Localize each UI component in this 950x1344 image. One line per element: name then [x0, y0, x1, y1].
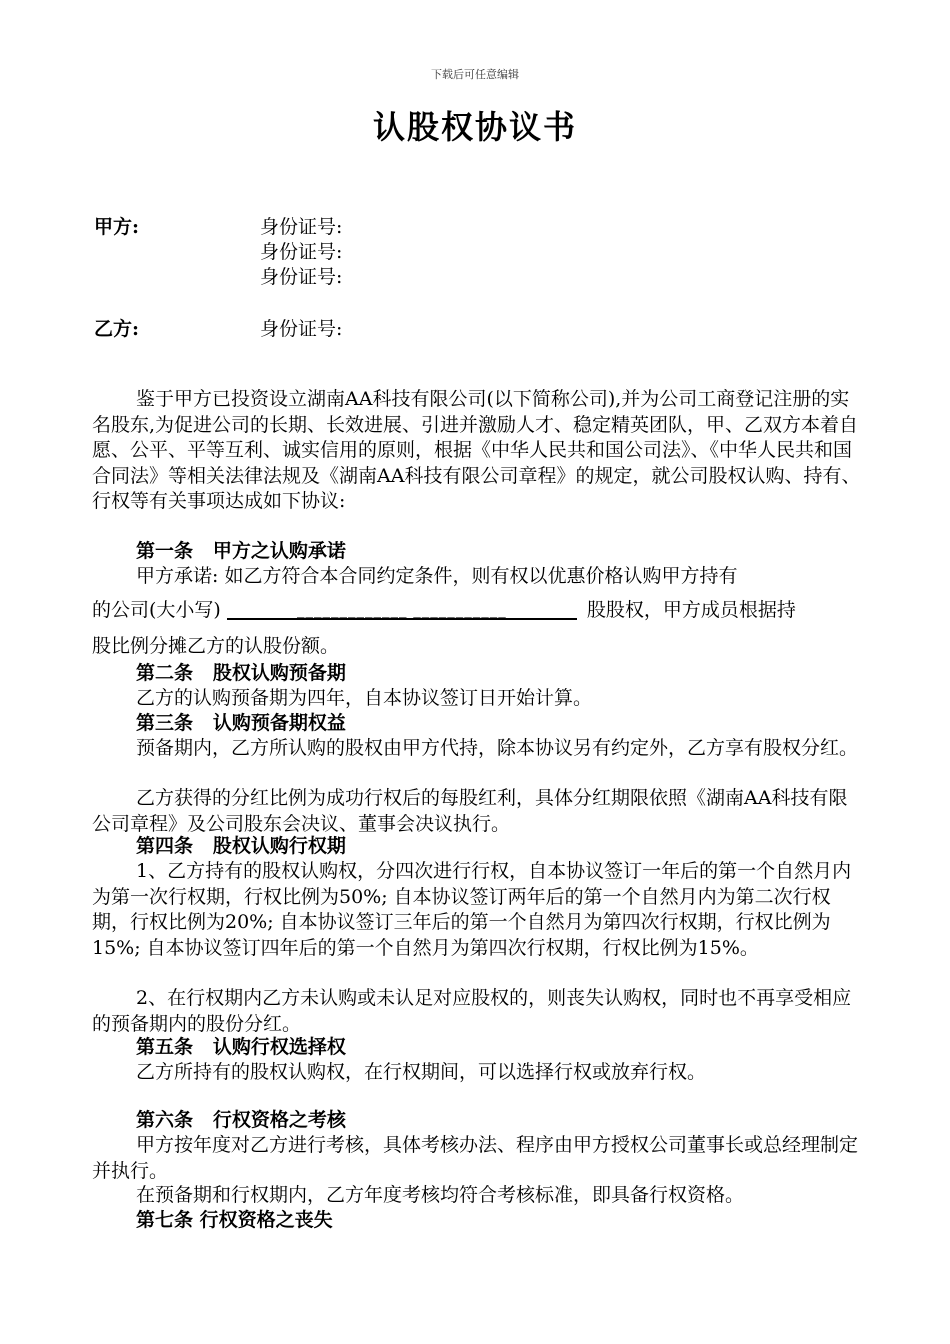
party-a-id-field-3: 身份证号: — [260, 266, 343, 288]
article-5-text: 乙方所持有的股权认购权，在行权期间，可以选择行权或放弃行权。 — [136, 1061, 707, 1083]
preamble-paragraph: 鉴于甲方已投资设立湖南AA科技有限公司(以下简称公司),并为公司工商登记注册的实名股东,为促进公司的长期、长效进展、引进并激励人才、稳定精英团队，甲、乙双方本着自愿、公平、平等互利、诚实信用的原则，根据《中华人民共和国公司法》、《中华人民共和国合同法》等相关法律法规及《湖南AA科技有限公司章程》的规定，就公司股权认购、持有、行权等有关事项达成如下协议: — [92, 388, 861, 512]
article-6-paragraph-1: 甲方按年度对乙方进行考核，具体考核办法、程序由甲方授权公司董事长或总经理制定并执行。 — [92, 1134, 859, 1182]
article-4-paragraph-2: 2、在行权期内乙方未认购或未认足对应股权的，则丧失认购权，同时也不再享受相应的预备期内的股份分红。 — [92, 987, 852, 1035]
party-a-id-field-2: 身份证号: — [260, 241, 343, 263]
share-amount-blank: _____________ ___________ — [227, 600, 577, 620]
party-b-id-field: 身份证号: — [260, 318, 343, 340]
article-5-heading: 第五条 认购行权选择权 — [136, 1036, 346, 1058]
article-1-line-2-suffix: 股股权，甲方成员根据持 — [586, 599, 796, 621]
header-note: 下载后可任意编辑 — [431, 68, 519, 81]
article-7-heading: 第七条 行权资格之丧失 — [136, 1209, 333, 1231]
article-6-heading: 第六条 行权资格之考核 — [136, 1109, 346, 1131]
article-3-paragraph-1: 预备期内，乙方所认购的股权由甲方代持，除本协议另有约定外，乙方享有股权分红。 — [136, 737, 859, 759]
article-1-line-3: 股比例分摊乙方的认股份额。 — [92, 635, 340, 657]
document-title: 认股权协议书 — [372, 108, 577, 146]
article-3-heading: 第三条 认购预备期权益 — [136, 712, 346, 734]
article-4-paragraph-1: 1、乙方持有的股权认购权，分四次进行行权，自本协议签订一年后的第一个自然月内为第一次行权期，行权比例为50%; 自本协议签订两年后的第一个自然月内为第二次行权期，行权比例为20%; 自本协议签订三年后的第一个自然月为第四次行权期，行权比例为15%; 自本协议签订四年后的第一个自然月为第四次行权期，行权比例为15%。 — [92, 860, 852, 959]
party-a-id-field-1: 身份证号: — [260, 216, 343, 238]
article-1-line-1: 甲方承诺: 如乙方符合本合同约定条件，则有权以优惠价格认购甲方持有 — [136, 565, 738, 587]
article-2-heading: 第二条 股权认购预备期 — [136, 662, 346, 684]
article-1-line-2-prefix: 的公司(大小写) — [92, 599, 221, 621]
party-b-label: 乙方: — [94, 318, 140, 340]
article-3-paragraph-2: 乙方获得的分红比例为成功行权后的每股红利，具体分红期限依照《湖南AA科技有限公司章程》及公司股东会决议、董事会决议执行。 — [92, 787, 848, 835]
article-2-text: 乙方的认购预备期为四年，自本协议签订日开始计算。 — [136, 687, 593, 709]
article-4-heading: 第四条 股权认购行权期 — [136, 835, 346, 857]
article-1-heading: 第一条 甲方之认购承诺 — [136, 540, 346, 562]
article-1-line-2 — [92, 598, 796, 624]
party-a-label: 甲方: — [94, 216, 140, 238]
article-6-paragraph-2: 在预备期和行权期内，乙方年度考核均符合考核标准，即具备行权资格。 — [136, 1184, 745, 1206]
